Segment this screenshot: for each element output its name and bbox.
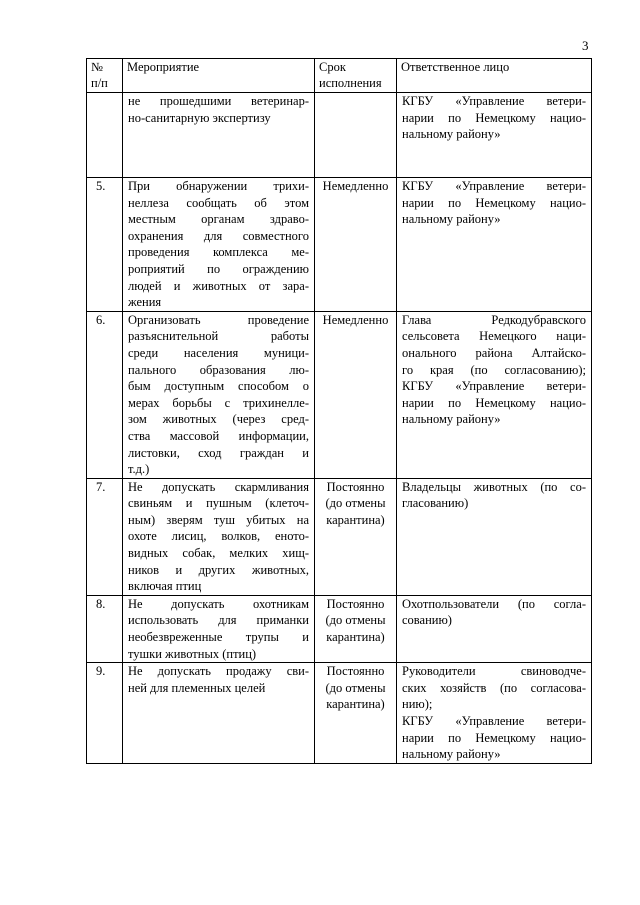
row-term — [315, 595, 397, 662]
text-line: нарии по Немецкому нацио- — [402, 730, 586, 745]
text-line: листовки, сход граждан и — [128, 445, 309, 460]
text-line: Владельцы животных (по со- — [402, 479, 586, 494]
row-number — [87, 93, 123, 178]
text-line: Руководители свиноводче- — [402, 664, 586, 679]
text-line: тушки животных (птиц) — [128, 646, 257, 661]
text-line: КГБУ «Управление ветери- — [402, 179, 586, 193]
text-line: бым доступным способом о — [128, 379, 309, 394]
row-term — [315, 311, 397, 478]
text-line: Глава Редкодубравского — [402, 312, 586, 327]
row-responsible — [397, 595, 592, 662]
table-row-continuation — [87, 93, 592, 178]
text-line: онального района Алтайско- — [402, 345, 586, 360]
text-line: Охотпользователи (по согла- — [402, 596, 586, 611]
text-line: необезвреженные трупы и — [128, 630, 309, 645]
text-line: ства массовой информации, — [128, 428, 309, 443]
text-line: Постоянно — [326, 479, 385, 494]
text-line: видных собак, мелких хищ- — [128, 546, 309, 561]
header-event — [123, 59, 315, 93]
text-line: нарии по Немецкому нацио- — [402, 195, 586, 210]
text-line: мерах борьбы с трихинелле- — [128, 395, 309, 410]
text-line: нальному району» — [402, 412, 501, 427]
text-line: гласованию) — [402, 496, 469, 511]
table-row-6 — [87, 311, 592, 478]
text-line: исполнения — [319, 76, 382, 90]
text-line: При обнаружении трихи- — [128, 179, 309, 193]
table-row-9 — [87, 663, 592, 764]
text-line: разъяснительной работы — [128, 329, 309, 344]
text-line: КГБУ «Управление ветери- — [402, 94, 586, 108]
row-number: 8. — [87, 595, 123, 662]
text-line: использовать для приманки — [128, 613, 309, 628]
page-number: 3 — [582, 38, 589, 53]
text-line: КГБУ «Управление ветери- — [402, 379, 586, 394]
row-event — [123, 595, 315, 662]
text-line: но-санитарную экспертизу — [128, 110, 271, 125]
text-line: карантина) — [326, 512, 385, 527]
text-line: нальному району» — [402, 212, 501, 227]
table-row-7 — [87, 478, 592, 595]
text-line: т.д.) — [128, 462, 150, 477]
row-number: 6. — [87, 311, 123, 478]
table-row-5 — [87, 178, 592, 312]
text-line: го края (по согласованию); — [402, 362, 586, 377]
text-line: среди населения муници- — [128, 345, 309, 360]
text-line: роприятий по ограждению — [128, 261, 309, 276]
text-line: сованию) — [402, 613, 452, 628]
text-line: Не допускать охотникам — [128, 596, 309, 611]
text-line: ских хозяйств (по согласова- — [402, 680, 586, 695]
text-line: Немедленно — [322, 312, 389, 327]
row-responsible — [397, 663, 592, 764]
text-line: свиньям и пушным (клеточ- — [128, 496, 309, 511]
text-line: ней для племенных целей — [128, 680, 266, 695]
text-line: карантина) — [326, 697, 385, 712]
text-line: Постоянно — [326, 596, 385, 611]
row-term — [315, 478, 397, 595]
table-header-row — [87, 59, 592, 93]
row-event — [123, 311, 315, 478]
text-line: (до отмены — [325, 496, 386, 511]
measures-table — [86, 58, 592, 764]
text-line: нальному району» — [402, 747, 501, 762]
text-line: жения — [128, 295, 162, 310]
text-line: № — [91, 60, 103, 74]
row-number: 9. — [87, 663, 123, 764]
text-line: Не допускать продажу сви- — [128, 664, 309, 679]
row-responsible — [397, 478, 592, 595]
text-line: охранения для совместного — [128, 228, 309, 243]
header-num — [87, 59, 123, 93]
text-line: нию); — [402, 697, 433, 712]
text-line: Не допускать скармливания — [128, 479, 309, 494]
text-line: людей и животных от зара- — [128, 278, 309, 293]
row-responsible — [397, 178, 592, 312]
row-event — [123, 663, 315, 764]
row-event — [123, 93, 315, 178]
text-line: (до отмены — [325, 680, 386, 695]
row-responsible — [397, 311, 592, 478]
row-number: 7. — [87, 478, 123, 595]
text-line: проведения комплекса ме- — [128, 245, 309, 260]
text-line: Ответственное лицо — [401, 60, 510, 74]
text-line: Организовать проведение — [128, 312, 309, 327]
table-row-8 — [87, 595, 592, 662]
text-line: включая птиц — [128, 579, 202, 594]
row-number: 5. — [87, 178, 123, 312]
text-line: Немедленно — [322, 179, 389, 193]
row-event — [123, 178, 315, 312]
text-line: зом животных (через сред- — [128, 412, 309, 427]
row-responsible — [397, 93, 592, 178]
text-line: пального образования лю- — [128, 362, 309, 377]
text-line: Мероприятие — [127, 60, 200, 74]
text-line: карантина) — [326, 630, 385, 645]
text-line: нарии по Немецкому нацио- — [402, 110, 586, 125]
header-term — [315, 59, 397, 93]
text-line: Срок — [319, 60, 346, 74]
text-line: ников и других животных, — [128, 562, 309, 577]
text-line: неллеза сообщать об этом — [128, 195, 309, 210]
text-line: КГБУ «Управление ветери- — [402, 714, 586, 728]
row-term — [315, 93, 397, 178]
text-line: нарии по Немецкому нацио- — [402, 395, 586, 410]
text-line: местным органам здраво- — [128, 212, 309, 227]
text-line: нальному району» — [402, 127, 501, 142]
text-line: Постоянно — [326, 664, 385, 679]
text-line: сельсовета Немецкого наци- — [402, 329, 586, 344]
text-line: (до отмены — [325, 613, 386, 628]
text-line: охоте лисиц, волков, еното- — [128, 529, 309, 544]
row-term — [315, 178, 397, 312]
row-term — [315, 663, 397, 764]
row-event — [123, 478, 315, 595]
text-line: ным) зверям туш убитых на — [128, 512, 309, 527]
text-line: п/п — [91, 76, 108, 90]
text-line: не прошедшими ветеринар- — [128, 94, 309, 108]
header-responsible — [397, 59, 592, 93]
